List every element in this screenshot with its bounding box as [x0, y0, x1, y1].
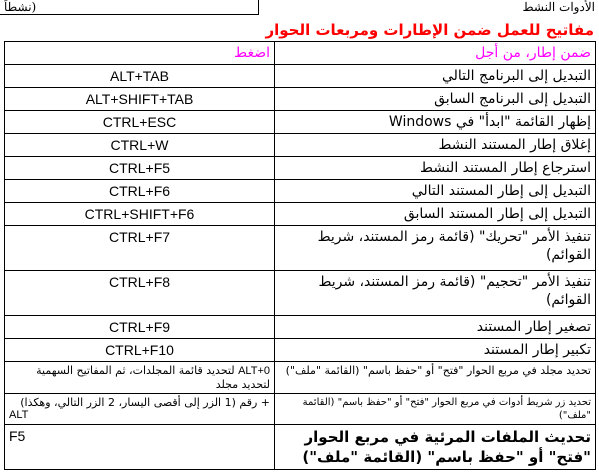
row-action: تحديد زر شريط أدوات في مربع الحوار "فتح" أو "حفظ باسم" (القائمة "ملف"): [275, 394, 596, 425]
table-row: [5, 394, 596, 425]
table-row: [5, 316, 596, 339]
row-action: التبديل إلى إطار المستند التالي: [275, 180, 596, 203]
header-key: اضغط: [5, 42, 275, 65]
table-row: [5, 157, 596, 180]
row-action: تصغير إطار المستند: [275, 316, 596, 339]
table-row: [5, 271, 596, 316]
row-action: التبديل إلى البرنامج السابق: [275, 88, 596, 111]
row-action: تنفيذ الأمر "تحجيم" (قائمة رمز المستند، شريط القوائم): [275, 271, 596, 316]
row-key: ALT+TAB: [5, 65, 275, 88]
row-key: [5, 362, 275, 394]
row-action: تحديث الملفات المرئية في مربع الحوار "فتح" أو "حفظ باسم" (القائمة "ملف"): [275, 425, 596, 470]
top-label: الأدوات النشط: [522, 0, 595, 15]
table-row: [5, 180, 596, 203]
table-header-row: [5, 42, 596, 65]
row-key: [5, 394, 275, 425]
row-key: F5: [5, 425, 275, 470]
top-status: (نشطاً: [4, 0, 37, 14]
row-key: CTRL+F8: [5, 271, 275, 316]
row-key-text: لتحديد قائمة المجلدات، ثم المفاتيح السهمية لتحديد مجلد: [36, 364, 270, 391]
table-row: [5, 425, 596, 470]
top-status-cell: [0, 0, 258, 15]
row-key: CTRL+F5: [5, 157, 275, 180]
row-action: التبديل إلى إطار المستند السابق: [275, 203, 596, 226]
row-key-text: + رقم (1 الزر إلى أقصى اليسار، 2 الزر التالي، وهكذا): [20, 396, 270, 409]
table-row: [5, 203, 596, 226]
table-row: [5, 88, 596, 111]
table-row: [5, 65, 596, 88]
row-action: التبديل إلى البرنامج التالي: [275, 65, 596, 88]
table-row: [5, 226, 596, 271]
shortcuts-table: [4, 41, 596, 470]
top-label-cell: [258, 0, 599, 15]
row-key: CTRL+F10: [5, 339, 275, 362]
row-key: CTRL+F9: [5, 316, 275, 339]
row-action: إظهار القائمة "ابدأ" في Windows: [275, 111, 596, 134]
row-key: CTRL+SHIFT+F6: [5, 203, 275, 226]
row-key: ALT+SHIFT+TAB: [5, 88, 275, 111]
row-action: تنفيذ الأمر "تحريك" (قائمة رمز المستند، شريط القوائم): [275, 226, 596, 271]
table-row: [5, 111, 596, 134]
row-action: تحديد مجلد في مربع الحوار "فتح" أو "حفظ باسم" (القائمة "ملف"): [275, 362, 596, 394]
row-key: CTRL+F6: [5, 180, 275, 203]
table-row: [5, 362, 596, 394]
row-key-prefix: ALT+0: [238, 365, 270, 377]
page-title: مفاتيح للعمل ضمن الإطارات ومربعات الحوار: [265, 21, 594, 39]
row-key: CTRL+F7: [5, 226, 275, 271]
row-key: CTRL+W: [5, 134, 275, 157]
table-row: [5, 339, 596, 362]
row-action: تكبير إطار المستند: [275, 339, 596, 362]
table-row: [5, 134, 596, 157]
row-action: إغلاق إطار المستند النشط: [275, 134, 596, 157]
header-action: ضمن إطار، من أجل: [275, 42, 596, 65]
row-key-prefix: ALT: [9, 409, 29, 421]
row-key: CTRL+ESC: [5, 111, 275, 134]
top-table: [0, 0, 599, 15]
row-action: استرجاع إطار المستند النشط: [275, 157, 596, 180]
